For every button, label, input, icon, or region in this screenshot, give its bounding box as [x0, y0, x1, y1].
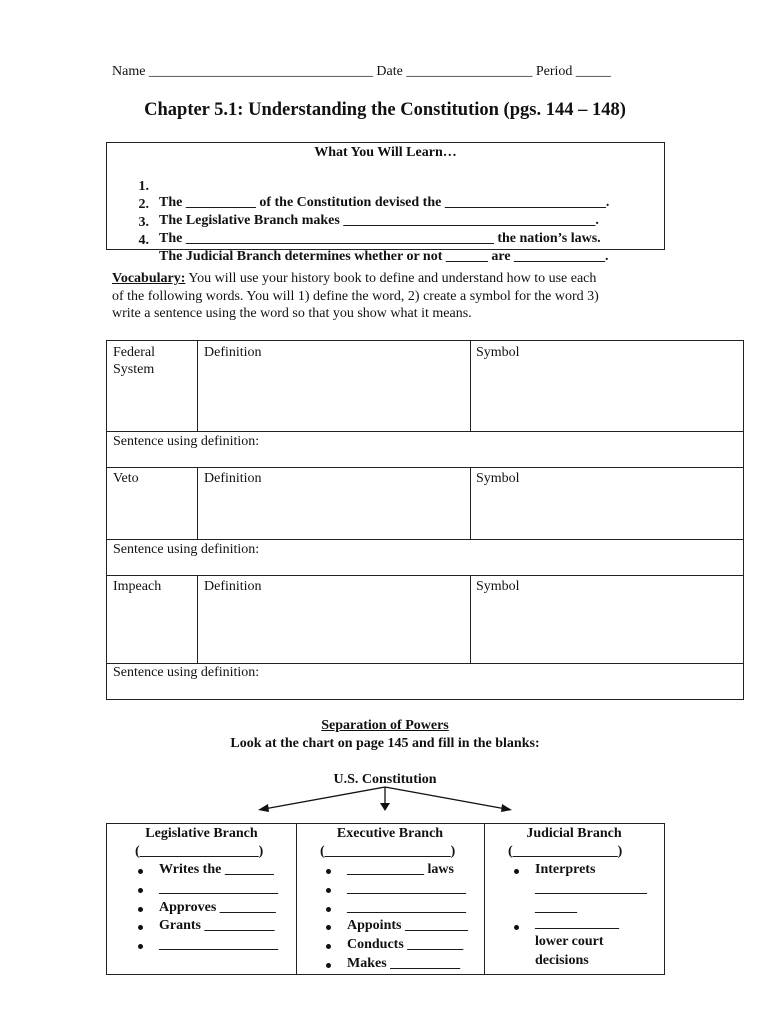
- judicial-paren-blank: (_______________): [508, 844, 623, 859]
- vocab-term-impeach: Impeach: [113, 579, 162, 594]
- definition-label: Definition: [204, 345, 262, 360]
- bullet-icon: [326, 869, 331, 874]
- bullet-icon: [138, 888, 143, 893]
- executive-item: _________________: [347, 881, 466, 896]
- vocabulary-line-3: write a sentence using the word so that you show what it means.: [112, 306, 472, 321]
- executive-item: _________________: [347, 900, 466, 915]
- learn-heading: What You Will Learn…: [314, 145, 457, 160]
- separation-title: [0, 718, 770, 734]
- sentence-label: Sentence using definition:: [113, 665, 260, 680]
- learn-item-text: The ____________________________________________ the nation’s laws.: [159, 231, 601, 246]
- definition-label: Definition: [204, 471, 262, 486]
- legislative-branch-title: Legislative Branch: [145, 826, 258, 841]
- separation-instruction: Look at the chart on page 145 and fill in the blanks:: [230, 736, 540, 751]
- bullet-icon: [514, 869, 519, 874]
- executive-branch-title: Executive Branch: [336, 826, 444, 841]
- table-divider: [470, 341, 471, 431]
- page-title: Chapter 5.1: Understanding the Constitution (pgs. 144 – 148): [144, 100, 626, 120]
- sentence-label: Sentence using definition:: [113, 542, 260, 557]
- judicial-item: ____________: [535, 916, 619, 931]
- symbol-label: Symbol: [476, 579, 520, 594]
- judicial-item: Interprets: [535, 862, 596, 877]
- bullet-icon: [326, 925, 331, 930]
- arrow-to-legislative: [258, 787, 385, 812]
- table-divider: [107, 575, 743, 576]
- sentence-label: Sentence using definition:: [113, 434, 260, 449]
- legislative-item: _________________: [159, 937, 278, 952]
- separation-title-text: Separation of Powers: [321, 718, 449, 733]
- executive-item: Conducts ________: [347, 937, 464, 952]
- bullet-icon: [326, 944, 331, 949]
- learn-item-text: The Legislative Branch makes ____________________________________.: [159, 213, 599, 228]
- judicial-blank: ______: [535, 900, 577, 915]
- vocabulary-line-2: of the following words. You will 1) define the word, 2) create a symbol for the word 3): [112, 288, 599, 304]
- learn-item-number: 2.: [138, 197, 149, 212]
- table-divider: [470, 467, 471, 539]
- table-divider: [484, 824, 485, 974]
- judicial-item-text: decisions: [535, 953, 589, 968]
- executive-item: Appoints _________: [347, 918, 468, 933]
- symbol-label: Symbol: [476, 345, 520, 360]
- bullet-icon: [514, 925, 519, 930]
- vocabulary-table: [106, 340, 744, 700]
- symbol-label: Symbol: [476, 471, 520, 486]
- learn-item-text: The __________ of the Constitution devised the _______________________.: [159, 195, 610, 210]
- learn-item-text: The Judicial Branch determines whether or not ______ are _____________.: [159, 249, 609, 264]
- table-divider: [107, 539, 743, 540]
- judicial-item-text: lower court: [535, 934, 604, 949]
- judicial-branch-title: Judicial Branch: [526, 826, 622, 841]
- legislative-item: Approves ________: [159, 900, 276, 915]
- bullet-icon: [138, 944, 143, 949]
- vocabulary-instructions: [112, 270, 672, 323]
- vocab-term-veto: Veto: [113, 471, 139, 486]
- executive-item: Makes __________: [347, 956, 461, 971]
- bullet-icon: [326, 888, 331, 893]
- legislative-paren-blank: (_________________): [135, 844, 264, 859]
- table-divider: [470, 575, 471, 663]
- table-divider: [197, 467, 198, 539]
- executive-paren-blank: (__________________): [320, 844, 456, 859]
- vocabulary-line-1: You will use your history book to define and understand how to use each: [185, 271, 597, 286]
- legislative-item: Grants __________: [159, 918, 275, 933]
- constitution-label: U.S. Constitution: [333, 772, 437, 787]
- legislative-item: _________________: [159, 881, 278, 896]
- learn-item-number: 4.: [138, 233, 149, 248]
- table-divider: [296, 824, 297, 974]
- branch-arrows: [250, 785, 520, 815]
- definition-label: Definition: [204, 579, 262, 594]
- bullet-icon: [326, 907, 331, 912]
- table-divider: [107, 431, 743, 432]
- executive-item: ___________ laws: [347, 862, 454, 877]
- vocabulary-label: Vocabulary:: [112, 271, 186, 286]
- bullet-icon: [138, 907, 143, 912]
- learn-item-number: 3.: [138, 215, 149, 230]
- name-date-period-line: Name ________________________________ Date __________________ Period _____: [112, 64, 611, 79]
- bullet-icon: [138, 869, 143, 874]
- bullet-icon: [326, 963, 331, 968]
- table-divider: [197, 341, 198, 431]
- table-divider: [197, 575, 198, 663]
- table-divider: [107, 467, 743, 468]
- vocab-term-federal-system: Federal System: [113, 345, 155, 377]
- learn-item-number: 1.: [138, 179, 149, 194]
- legislative-item: Writes the _______: [159, 862, 274, 877]
- branches-table: [106, 823, 665, 975]
- what-you-will-learn-box: [106, 142, 665, 264]
- arrow-to-executive: [380, 787, 390, 811]
- arrow-to-judicial: [385, 787, 512, 812]
- bullet-icon: [138, 925, 143, 930]
- judicial-blank: ________________: [535, 881, 647, 896]
